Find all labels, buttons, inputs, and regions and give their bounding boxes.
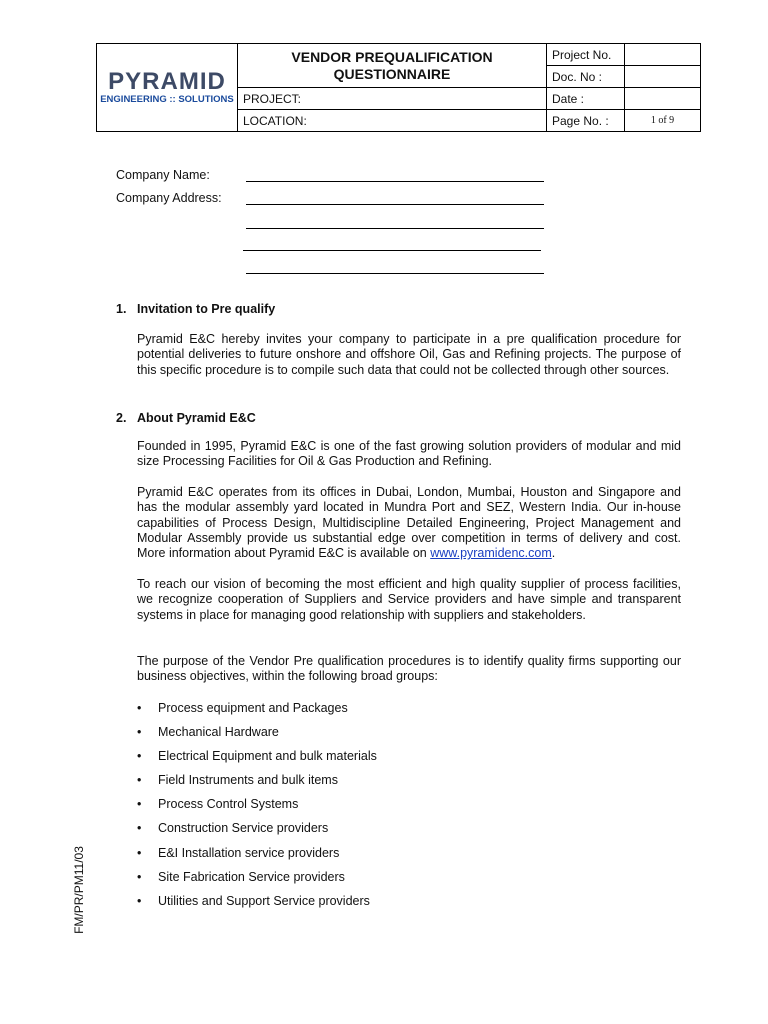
logo-tagline: ENGINEERING :: SOLUTIONS [100,93,234,105]
company-address-blank-4[interactable] [246,273,544,274]
list-item [137,845,377,869]
section-2-paragraph-2-end: . [551,546,556,561]
form-code: FM/PR/PM11/03 [72,846,86,934]
list-item [137,820,377,844]
bullet-icon: • [137,701,142,715]
list-item [137,748,377,772]
location-label: LOCATION: [238,110,547,132]
doc-no-value [625,66,701,88]
company-logo [97,44,238,132]
project-no-value [625,44,701,66]
date-label: Date : [547,88,625,110]
company-address-label: Company Address: [116,191,222,205]
list-item-text: Electrical Equipment and bulk materials [158,749,377,764]
list-item [137,893,377,917]
date-value [625,88,701,110]
company-address-blank-1[interactable] [246,204,544,205]
project-no-label: Project No. [547,44,625,66]
list-item [137,772,377,796]
section-2-paragraph-2-text: Pyramid E&C operates from its offices in Dubai, London, Mumbai, Houston and Singapore and has the modular assembly yard located in Mundra Port and SEZ, Western India. Our in-house capabilities of Process Design, Multidiscipline Detailed Engineering, Project Management and Modular Assembly provide us substantial edge over competition in terms of delivery and cost. More information about Pyramid E&C is available on [137,485,681,561]
list-item-text: Field Instruments and bulk items [158,773,338,788]
bullet-icon: • [137,893,142,908]
doc-no-label: Doc. No : [547,66,625,88]
bullet-icon: • [137,797,142,812]
list-item-text: Process equipment and Packages [158,701,348,715]
page-no-label: Page No. : [547,110,625,132]
list-item-text: Construction Service providers [158,821,329,836]
bullet-icon: • [137,845,142,860]
section-1-title: Invitation to Pre qualify [137,302,276,316]
section-2-paragraph-4: The purpose of the Vendor Pre qualification procedures is to identify quality firms supporting our business objectives, within the following broad groups: [137,654,681,684]
document-title-line2: QUESTIONNAIRE [333,65,451,82]
company-name-blank[interactable] [246,181,544,182]
bullet-icon: • [137,749,142,764]
section-2-title: About Pyramid E&C [137,411,256,425]
list-item [137,869,377,893]
list-item-text: E&I Installation service providers [158,845,340,860]
bullet-icon: • [137,725,142,740]
section-2-paragraph-3: To reach our vision of becoming the most efficient and high quality supplier of process facilities, we recognize cooperation of Suppliers and Service providers and have simple and transparent systems in place for managing good relationship with suppliers and stakeholders. [137,577,681,622]
section-2-paragraph-2 [137,485,681,561]
section-1-paragraph: Pyramid E&C hereby invites your company to participate in a pre qualification procedure for potential deliveries to future onshore and offshore Oil, Gas and Refining projects. The purpose of this specific procedure is to compile such data that could not be collected through other sources. [137,332,681,377]
document-header-table [96,43,701,132]
section-2-heading [116,411,256,425]
list-item-text: Process Control Systems [158,797,299,812]
section-2-number: 2. [116,411,127,425]
list-item-text: Site Fabrication Service providers [158,869,345,884]
page-no-value: 1 of 9 [625,110,701,132]
section-1-heading [116,302,275,316]
section-1-number: 1. [116,302,127,316]
company-address-blank-3[interactable] [243,250,541,251]
company-name-label: Company Name: [116,168,210,182]
website-link[interactable]: www.pyramidenc.com [430,546,552,561]
document-title [238,44,547,88]
list-item-text: Utilities and Support Service providers [158,893,370,908]
logo-wordmark: PYRAMID [108,67,226,95]
section-2-paragraph-1: Founded in 1995, Pyramid E&C is one of the fast growing solution providers of modular and mid size Processing Facilities for Oil & Gas Production and Refining. [137,439,681,469]
project-label: PROJECT: [238,88,547,110]
list-item-text: Mechanical Hardware [158,725,279,740]
document-title-line1: VENDOR PREQUALIFICATION [291,48,493,65]
bullet-icon: • [137,821,142,836]
business-groups-list [137,700,377,917]
list-item [137,724,377,748]
list-item [137,700,377,724]
list-item [137,796,377,820]
bullet-icon: • [137,869,142,884]
company-address-blank-2[interactable] [246,228,544,229]
bullet-icon: • [137,773,142,788]
